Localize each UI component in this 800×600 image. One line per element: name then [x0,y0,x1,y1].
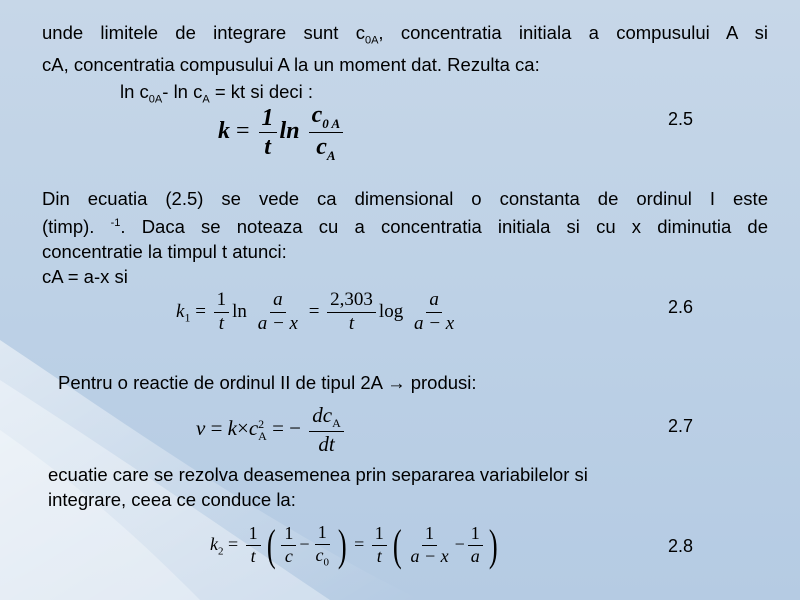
equation-2-7: v = k×c 2 A = − $\frac{dc_A}{dt}$ [196,404,347,456]
equation-2-6: $k_1$ = $\frac{1}{t}$ ln $\frac{a}{a - x}$ = $\frac{2,303}{t}$ log $\frac{a}{a - x}$ [176,289,455,334]
equation-2-8: $k_2$ = $\frac{1}{t}$ ( $\frac{1}{c}$ − $\frac{1}{c_0}$ ) = $\frac{1}{t}$ ( $\frac{1}{a - x}$ − $\frac{1}{a}$ ) [210,520,498,570]
equation-label-2-7: 2.7 [668,416,694,436]
equation-2-5: k = $\frac{1}{t}$ ln $\frac{c_{0 A}}{c_A}$ [218,102,346,163]
equation-label-2-5: 2.5 [668,109,694,129]
paragraph-1-line-2: cA, concentratia compusului A la un moment dat. Rezulta ca: [42,54,540,75]
paragraph-3: Pentru o reactie de ordinul II de tipul 2A → produsi: [58,372,477,393]
paragraph-4: ecuatie care se rezolva deasemenea prin separarea variabilelor si integrare, ceea ce conduce la: [48,464,588,510]
equation-label-2-6: 2.6 [668,297,694,317]
equation-ln: $\ln c_{0A}-$ $\ln c_A$ = kt si deci : [120,81,314,106]
paragraph-2: Din ecuatia (2.5) se vede ca dimensional o constanta de ordinul I este (timp). $^{-1}$. Daca se noteaza cu a concentratia initiala si cu x diminutia de concentratie la timpul t atunci: cA = a-x si [42,188,768,288]
equation-label-2-8: 2.8 [668,536,694,556]
paragraph-1-line-1: unde limitele de integrare sunt $c_{0A}$, concentratia initiala a compusului A si [42,22,769,47]
